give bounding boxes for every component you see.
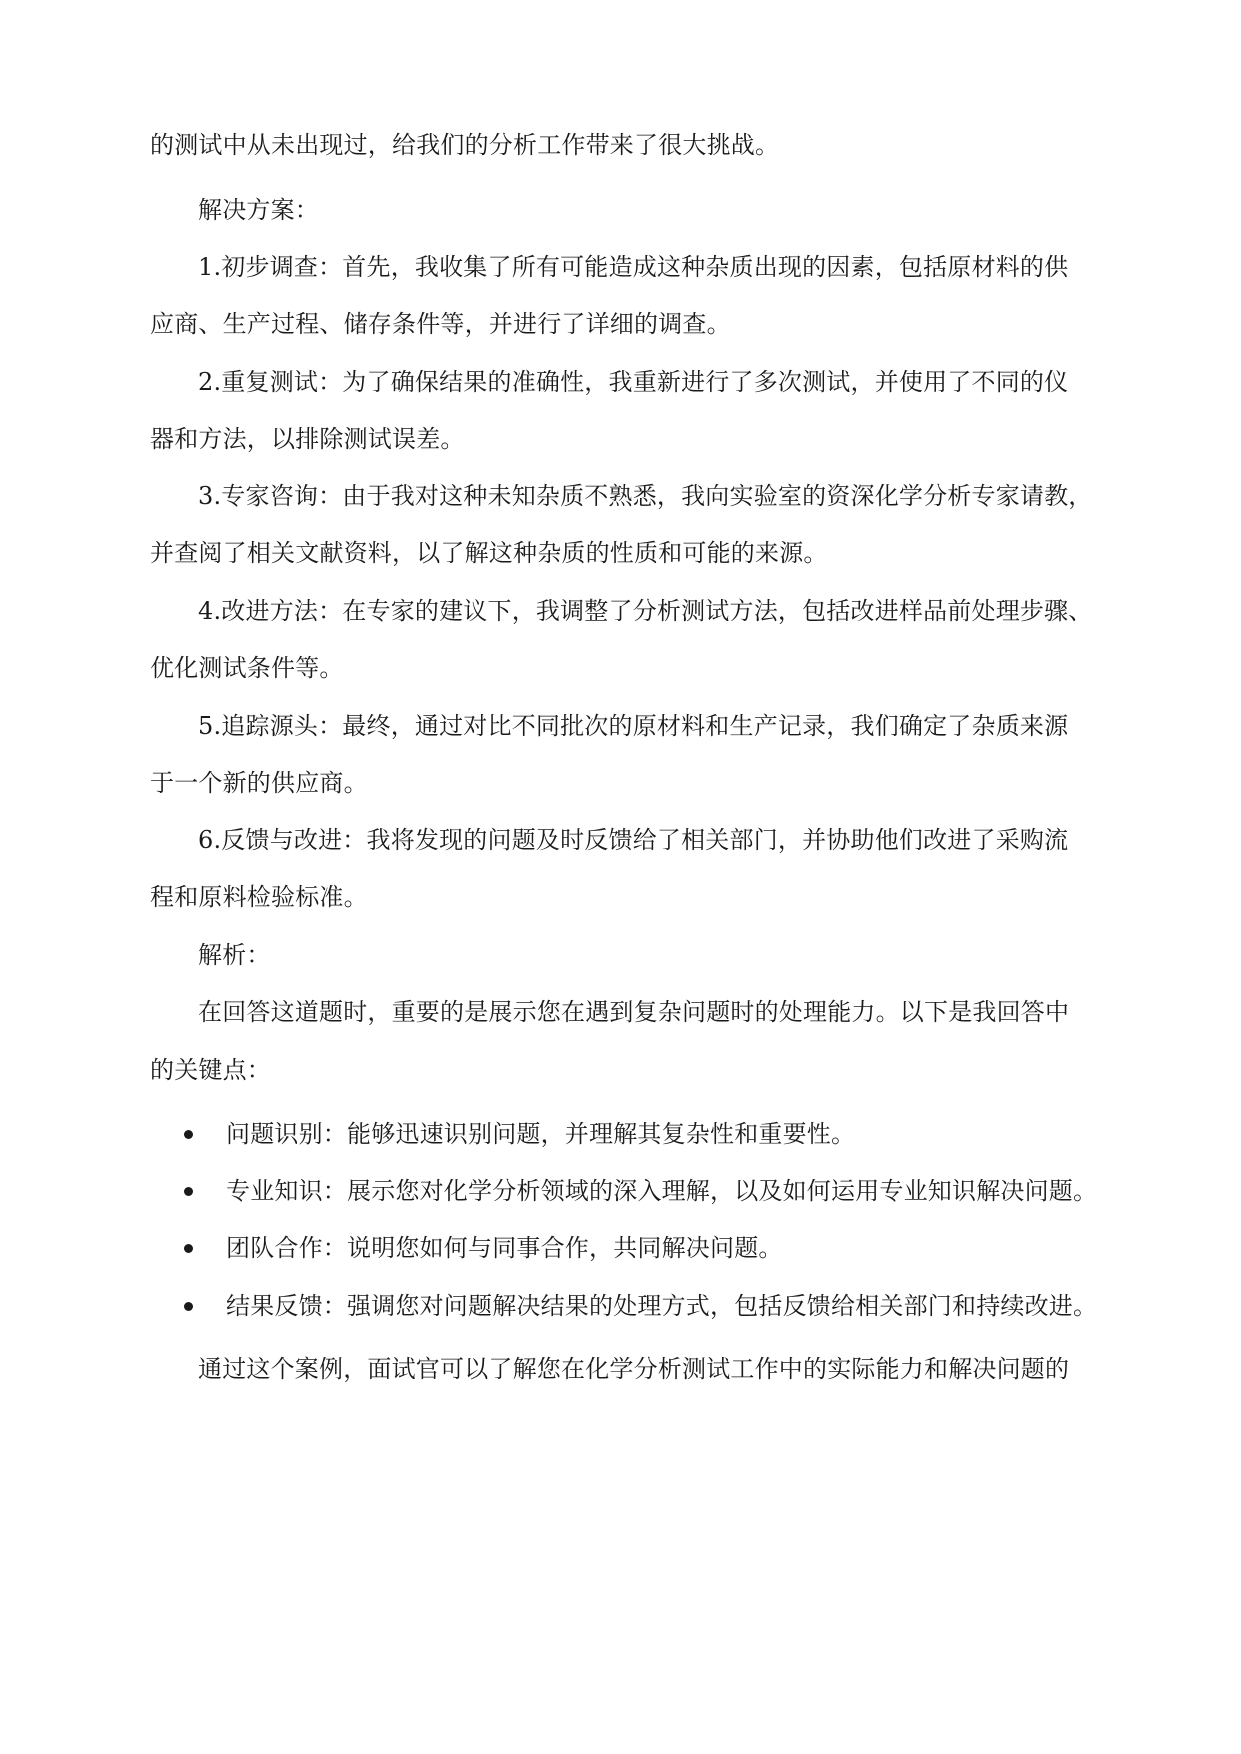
bullet-icon bbox=[184, 1244, 193, 1253]
bullet-icon bbox=[184, 1187, 193, 1196]
section-heading: 解决方案： bbox=[198, 196, 319, 224]
step-4-line: 优化测试条件等。 bbox=[150, 654, 344, 682]
bullet-text: 团队合作：说明您如何与同事合作，共同解决问题。 bbox=[226, 1234, 783, 1262]
bullet-text: 问题识别：能够迅速识别问题，并理解其复杂性和重要性。 bbox=[226, 1120, 856, 1148]
section-heading: 解析： bbox=[198, 941, 271, 969]
step-5-line: 5.追踪源头：最终，通过对比不同批次的原材料和生产记录，我们确定了杂质来源 bbox=[198, 712, 1069, 740]
bullet-text: 结果反馈：强调您对问题解决结果的处理方式，包括反馈给相关部门和持续改进。 bbox=[226, 1292, 1098, 1320]
step-3-line: 并查阅了相关文献资料，以了解这种杂质的性质和可能的来源。 bbox=[150, 539, 828, 567]
step-5-line: 于一个新的供应商。 bbox=[150, 769, 368, 797]
bullet-icon bbox=[184, 1302, 193, 1311]
step-6-line: 程和原料检验标准。 bbox=[150, 883, 368, 911]
closing-line: 通过这个案例，面试官可以了解您在化学分析测试工作中的实际能力和解决问题的 bbox=[198, 1355, 1070, 1383]
step-1-line: 1.初步调查：首先，我收集了所有可能造成这种杂质出现的因素，包括原材料的供 bbox=[198, 253, 1069, 281]
paragraph-line: 在回答这道题时，重要的是展示您在遇到复杂问题时的处理能力。以下是我回答中 bbox=[198, 998, 1070, 1026]
step-2-line: 器和方法，以排除测试误差。 bbox=[150, 425, 465, 453]
step-3-line: 3.专家咨询：由于我对这种未知杂质不熟悉，我向实验室的资深化学分析专家请教， bbox=[198, 482, 1093, 510]
step-2-line: 2.重复测试：为了确保结果的准确性，我重新进行了多次测试，并使用了不同的仪 bbox=[198, 368, 1069, 396]
step-6-line: 6.反馈与改进：我将发现的问题及时反馈给了相关部门，并协助他们改进了采购流 bbox=[198, 826, 1069, 854]
step-4-line: 4.改进方法：在专家的建议下，我调整了分析测试方法，包括改进样品前处理步骤、 bbox=[198, 597, 1093, 625]
bullet-icon bbox=[184, 1130, 193, 1139]
paragraph-line: 的测试中从未出现过，给我们的分析工作带来了很大挑战。 bbox=[150, 131, 780, 159]
bullet-text: 专业知识：展示您对化学分析领域的深入理解，以及如何运用专业知识解决问题。 bbox=[226, 1177, 1098, 1205]
step-1-line: 应商、生产过程、储存条件等，并进行了详细的调查。 bbox=[150, 310, 731, 338]
paragraph-line: 的关键点： bbox=[150, 1056, 271, 1084]
